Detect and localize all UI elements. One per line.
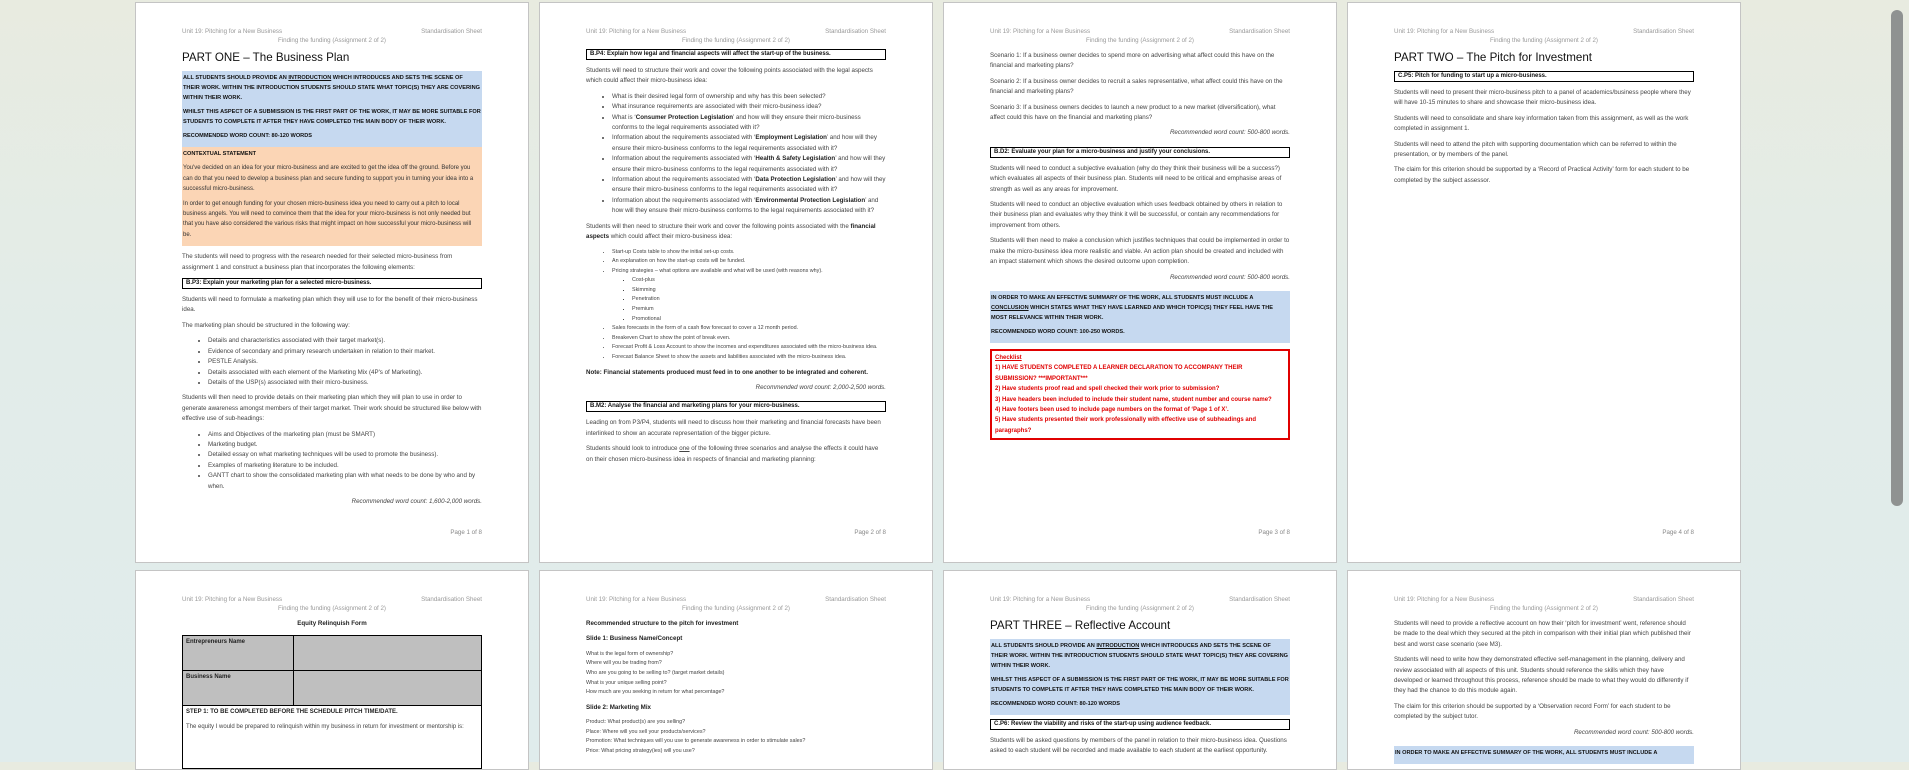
header-unit: Unit 19: Pitching for a New Business: [586, 596, 687, 603]
paragraph: Students will then need to provide details on their marketing plan which they will plan to use in order to generate awareness amongst members of their target market. Their work should be structured like below with effective use of sub-headings:: [182, 394, 482, 423]
document-page-5: [135, 570, 529, 770]
paragraph: The claim for this criterion should be supported by a ‘Record of Practical Activity’ form for each student to be completed by the subject assessor.: [1394, 166, 1690, 184]
entrepreneur-name-label: Entrepreneurs Name: [183, 636, 294, 671]
list-item: • What is ‘Consumer Protection Legislation’ and how will they ensure their micro-business conforms to the legal requirements associated with it?: [612, 113, 886, 134]
page-header: [586, 28, 886, 36]
scenario: Scenario 2: If a business owner decides to recruit a sales representative, what affect could this have on the financial and marketing plans?: [990, 77, 1283, 96]
document-page-2: [539, 2, 933, 563]
word-count: Recommended word count: 500-800 words.: [1169, 129, 1290, 137]
header-subtitle: Finding the funding (Assignment 2 of 2): [277, 37, 386, 44]
paragraph: The marketing plan should be structured in the following way:: [182, 321, 350, 329]
step-1-cell[interactable]: [183, 706, 482, 769]
page-header: [990, 596, 1290, 604]
paragraph: Students will need to write how they demonstrated effective self-management in the planning, delivery and review associated with all aspects of this unit. Students should reference the skills which they have developed or learned throughout this process, reference should be made to what they would do differently if they had the chance to do this module again.: [1394, 656, 1689, 695]
slide-1-questions: [586, 650, 886, 698]
header-unit: Unit 19: Pitching for a New Business: [182, 596, 283, 603]
paragraph: Students will need to formulate a marketing plan which they will use to for the benefit of their micro-business idea.: [182, 296, 478, 314]
list-item: • What is their desired legal form of ownership and why has this been selected?: [612, 92, 886, 102]
question: What is the legal form of ownership?: [586, 650, 674, 657]
page-title: PART THREE – Reflective Account: [990, 619, 1171, 632]
intro-word-count: RECOMMENDED WORD COUNT: 80-120 WORDS: [991, 701, 1120, 707]
intro-text: ALL STUDENTS SHOULD PROVIDE AN: [183, 75, 289, 81]
list-item: • Start-up Costs table to show the initial set-up costs.: [612, 248, 886, 258]
header-sheet: Standardisation Sheet: [825, 28, 886, 35]
paragraph: Students will need to attend the pitch with supporting documentation which can be referred to within the presentation, or by members of the panel.: [1394, 140, 1677, 159]
header-sheet: Standardisation Sheet: [1633, 596, 1694, 603]
page-header: [586, 596, 886, 604]
paragraph: Students will need to present their micro-business pitch to a panel of academics/business people where they will have 10-15 minutes to share and showcase their micro-business idea.: [1394, 89, 1691, 107]
document-page-6: [539, 570, 933, 770]
word-count: Recommended word count: 500-800 words.: [1573, 728, 1694, 736]
slide-heading: Slide 1: Business Name/Concept: [586, 635, 683, 643]
header-sheet: Standardisation Sheet: [1229, 596, 1290, 603]
pricing-strategies-list: [612, 276, 886, 324]
paragraph: Students will need to structure their work and cover the following points associated with the legal aspects which could affect their micro-business idea:: [586, 67, 873, 85]
list-item: • Marketing budget.: [208, 440, 482, 450]
vertical-scrollbar-thumb[interactable]: [1891, 10, 1903, 506]
checklist-item: 4) Have footers been used to include page numbers on the format of ‘Page 1 of X’.: [995, 406, 1229, 413]
page-header: [1394, 596, 1694, 604]
document-page-4: [1347, 2, 1741, 563]
header-unit: Unit 19: Pitching for a New Business: [990, 596, 1091, 603]
scenario: Scenario 3: If a business owners decides to launch a new product to a new market (diversification), what affect could this have on the financial and marketing plans?: [990, 103, 1276, 122]
header-subtitle: Finding the funding (Assignment 2 of 2): [1085, 37, 1194, 44]
list-item: • Pricing strategies – what options are available and what will be used (with reasons why). ▪ Cost-plus ▪ Skimming ▪ Penetration ▪ Premium ▪ Promotional: [612, 267, 886, 325]
context-paragraph: In order to get enough funding for your chosen micro-business idea you need to carry out a pitch to local business angels. You will need to convince them that the idea for your micro-business is not only needed but that you have also considered the various risks that might impact on how successful your micro-business will be.: [183, 200, 472, 238]
paragraph: Leading on from P3/P4, students will need to discuss how their marketing and financial forecasts have been interlinked to show an accurate representation of the bigger picture.: [586, 419, 881, 437]
paragraph: The students will need to progress with the research needed for their selected micro-business from assignment 1 and construct a business plan that incorporates the following elements:: [182, 253, 453, 271]
note: Note: Financial statements produced must feed in to one another to be integrated and coherent.: [586, 368, 868, 376]
introduction-box: [182, 71, 482, 147]
header-sheet: Standardisation Sheet: [1633, 28, 1694, 35]
header-subtitle: Finding the funding (Assignment 2 of 2): [681, 605, 790, 612]
header-sheet: Standardisation Sheet: [1229, 28, 1290, 35]
header-subtitle: Finding the funding (Assignment 2 of 2): [1489, 37, 1598, 44]
list-item: • Forecast Balance Sheet to show the assets and liabilities associated with the micro-business idea.: [612, 353, 886, 363]
intro-word-count: RECOMMENDED WORD COUNT: 80-120 WORDS: [183, 133, 312, 139]
page-number: Page 2 of 8: [854, 529, 886, 536]
checklist-item: 1) HAVE STUDENTS COMPLETED A LEARNER DECLARATION TO ACCOMPANY THEIR SUBMISSION? ***IMPORTANT***: [995, 365, 1243, 382]
list-item: • Examples of marketing literature to be included.: [208, 461, 482, 471]
list-item: • An explanation on how the start-up costs will be funded.: [612, 257, 886, 267]
conclusion-box: IN ORDER TO MAKE AN EFFECTIVE SUMMARY OF THE WORK, ALL STUDENTS MUST INCLUDE A: [1394, 746, 1694, 764]
legal-aspects-list: [586, 92, 886, 217]
list-item: ▪ Cost-plus: [632, 276, 886, 286]
entrepreneur-name-field[interactable]: [293, 636, 481, 671]
document-page-8: [1347, 570, 1741, 770]
list-item: ▪ Premium: [632, 305, 886, 315]
page-number: Page 4 of 8: [1662, 529, 1694, 536]
list-item: • PESTLE Analysis.: [208, 357, 482, 367]
paragraph: Students will then need to structure their work and cover the following points associated with the financial aspects which could affect their micro-business idea:: [586, 222, 876, 241]
contextual-statement-box: [182, 147, 482, 246]
checklist-item: 3) Have headers been included to include their student name, student number and course name?: [995, 396, 1272, 403]
page-number: Page 1 of 8: [450, 529, 482, 536]
word-count: Recommended word count: 2,000-2,500 words.: [755, 384, 886, 392]
list-item: • Details and characteristics associated with their target market(s).: [208, 336, 482, 346]
equity-relinquish-table: [182, 635, 482, 769]
paragraph: Students will need to conduct a subjective evaluation (why do they think their business will be a success?) which evaluates all aspects of their business plan. Students will need to be critical and emphasise areas of strength as well as any areas for improvement.: [990, 164, 1282, 193]
financial-aspects-list: [586, 248, 886, 363]
introduction-box: ALL STUDENTS SHOULD PROVIDE AN INTRODUCTION WHICH INTRODUCES AND SETS THE SCENE OF THEIR WORK. WITHIN THE INTRODUCTION STUDENTS SHOULD STATE WHAT TOPIC(S) THEY ARE COVERING WITHIN THEIR WORK. WHILST THIS ASPECT OF A SUBMISSION IS THE FIRST PART OF THE WORK, IT MAY BE MORE SUITABLE FOR STUDENTS TO COMPLETE IT AFTER THEY HAVE COMPLETED THE MAIN BODY OF THEIR WORK. RECOMMENDED WORD COUNT: 80-120 WORDS: [990, 639, 1290, 715]
page-number: Page 3 of 8: [1258, 529, 1290, 536]
list-item: • Details associated with each element of the Marketing Mix (4P's of Marketing).: [208, 368, 482, 378]
paragraph: Students will need to conduct an objective evaluation which uses feedback obtained by others in relation to their business plan and evaluates why they think it will be successful, or contain any recommendations for improvement from others.: [990, 201, 1283, 229]
list-item: • Information about the requirements associated with ‘Environmental Protection Legislation’ and how will they ensure their micro-business conforms to the legal requirements associated with it?: [612, 196, 886, 217]
list-item: • Sales forecasts in the form of a cash flow forecast to cover a 12 month period.: [612, 324, 886, 334]
header-unit: Unit 19: Pitching for a New Business: [1394, 28, 1495, 35]
header-subtitle: Finding the funding (Assignment 2 of 2): [681, 37, 790, 44]
header-unit: Unit 19: Pitching for a New Business: [1394, 596, 1495, 603]
checklist-item: 5) Have students presented their work professionally with effective use of subheadings and paragraphs?: [995, 417, 1257, 434]
list-item: • Details of the USP(s) associated with their micro-business.: [208, 378, 482, 388]
intro-note: WHILST THIS ASPECT OF A SUBMISSION IS THE FIRST PART OF THE WORK, IT MAY BE MORE SUITABLE FOR STUDENTS TO COMPLETE IT AFTER THEY HAVE COMPLETED THE MAIN BODY OF THEIR WORK.: [183, 109, 481, 125]
page-header: [182, 28, 482, 36]
word-count: Recommended word count: 500-800 words.: [1169, 273, 1290, 281]
question: How much are you seeking in return for what percentage?: [586, 689, 725, 696]
document-page-7: [943, 570, 1337, 770]
paragraph: Students will need to provide a reflective account on how their ‘pitch for investment’ went, reference should be made to the deal which they secured at the pitch in comparison with their initial plan which published their best and worst case scenario (see M3).: [1394, 620, 1691, 648]
list-item: • GANTT chart to show the consolidated marketing plan with what needs to be done by who and by when.: [208, 471, 482, 492]
conclusion-box: IN ORDER TO MAKE AN EFFECTIVE SUMMARY OF THE WORK, ALL STUDENTS MUST INCLUDE A CONCLUSION WHICH STATES WHAT THEY HAVE LEARNED AND WHICH TOPIC(S) THEY FEEL HAVE THE MOST RELEVANCE WITHIN THEIR WORK. RECOMMENDED WORD COUNT: 100-250 WORDS.: [990, 291, 1290, 343]
header-sheet: Standardisation Sheet: [421, 596, 482, 603]
slide-heading: Slide 2: Marketing Mix: [586, 703, 651, 711]
checklist-box: [990, 349, 1290, 440]
list-item: • Detailed essay on what marketing techniques will be used to promote the business).: [208, 450, 482, 460]
question: Place: Where will you sell your products/services?: [586, 728, 706, 735]
list-item: • Information about the requirements associated with ‘Employment Legislation’ and how will they ensure their micro-business conforms to the legal requirements associated with it?: [612, 133, 886, 154]
list-item: • Forecast Profit & Loss Account to show the incomes and expenditures associated with the micro-business idea.: [612, 343, 886, 353]
intro-note: WHILST THIS ASPECT OF A SUBMISSION IS THE FIRST PART OF THE WORK, IT MAY BE MORE SUITABLE FOR STUDENTS TO COMPLETE IT AFTER THEY HAVE COMPLETED THE MAIN BODY OF THEIR WORK.: [991, 677, 1289, 693]
context-heading: CONTEXTUAL STATEMENT: [183, 151, 257, 157]
list-item: • Breakeven Chart to show the point of break even.: [612, 334, 886, 344]
list-item: ▪ Promotional: [632, 315, 886, 325]
criterion-box: B.P4: Explain how legal and financial aspects will affect the start-up of the business.: [586, 49, 886, 60]
page-title: PART ONE – The Business Plan: [182, 51, 350, 64]
form-title: Equity Relinquish Form: [297, 620, 367, 627]
question: Product: What product(s) are you selling?: [586, 719, 686, 726]
header-sheet: Standardisation Sheet: [421, 28, 482, 35]
document-page-3: [943, 2, 1337, 563]
paragraph: Students will be asked questions by members of the panel in relation to their micro-business idea. Questions asked to each student will be recorded and made available to each student at the earliest opportunity.: [990, 737, 1287, 755]
question: Where will you be trading from?: [586, 660, 662, 667]
list-item: • Aims and Objectives of the marketing plan (must be SMART): [208, 430, 482, 440]
business-name-label: Business Name: [183, 671, 294, 706]
list-item: ▪ Penetration: [632, 295, 886, 305]
list-item: • Information about the requirements associated with ‘Health & Safety Legislation’ and how will they ensure their micro-business conforms to the legal requirements associated with it?: [612, 154, 886, 175]
criterion-box: B.P3: Explain your marketing plan for a selected micro-business.: [182, 278, 482, 289]
scenario: Scenario 1: If a business owner decides to spend more on advertising what affect could this have on the financial and marketing plans?: [990, 52, 1275, 70]
checklist-item: 2) Have students proof read and spell checked their work prior to submission?: [995, 386, 1220, 393]
context-paragraph: You've decided on an idea for your micro-business and are excited to get the idea off the ground. Before you can do that you need to develop a business plan and secure funding to support you in turning your idea into a successful micro-business.: [183, 165, 474, 193]
question: Promotion: What techniques will you use to generate awareness in order to stimulate sales?: [586, 738, 806, 745]
subheadings-list: [182, 430, 482, 492]
header-unit: Unit 19: Pitching for a New Business: [182, 28, 283, 35]
marketing-plan-list: [182, 336, 482, 388]
header-subtitle: Finding the funding (Assignment 2 of 2): [1489, 605, 1598, 612]
header-subtitle: Finding the funding (Assignment 2 of 2): [277, 605, 386, 612]
header-subtitle: Finding the funding (Assignment 2 of 2): [1085, 605, 1194, 612]
intro-text-2: WHICH INTRODUCES AND SETS THE SCENE OF THEIR WORK. WITHIN THE INTRODUCTION STUDENTS SHOULD STATE WHAT TOPIC(S) THEY ARE COVERING WITHIN THEIR WORK.: [183, 75, 480, 101]
paragraph: Students should look to introduce one of the following three scenarios and analyse the effects it could have on their chosen micro-business idea in respects of financial and marketing planning:: [586, 445, 879, 463]
page-header: [1394, 28, 1694, 36]
word-count: Recommended word count: 1,600-2,000 words.: [351, 497, 482, 505]
criterion-box: B.M2: Analyse the financial and marketing plans for your micro-business.: [586, 401, 886, 412]
header-unit: Unit 19: Pitching for a New Business: [586, 28, 687, 35]
header-unit: Unit 19: Pitching for a New Business: [990, 28, 1091, 35]
paragraph: Students will need to consolidate and share key information taken from this assignment, as well as the work completed in assignment 1.: [1394, 114, 1689, 133]
list-item: • What insurance requirements are associated with their micro-business idea?: [612, 102, 886, 112]
list-item: • Information about the requirements associated with ‘Data Protection Legislation’ and how will they ensure their micro-business conforms to the legal requirements associated with it?: [612, 175, 886, 196]
page-title: PART TWO – The Pitch for Investment: [1394, 51, 1593, 64]
section-heading: Recommended structure to the pitch for investment: [586, 620, 739, 627]
paragraph: The claim for this criterion should be supported by a ‘Observation record Form’ for each student to be completed by the subject tutor.: [1394, 702, 1671, 721]
business-name-field[interactable]: [293, 671, 481, 706]
header-sheet: Standardisation Sheet: [825, 596, 886, 603]
page-header: [182, 596, 482, 604]
paragraph: Students will then need to make a conclusion which justifies techniques that could be implemented in order to make the micro-business idea more realistic and viable. An action plan should be created and included with an impact statement which shows the desired outcome upon completion.: [990, 237, 1290, 266]
question: Price: What pricing strategy(ies) will you use?: [586, 747, 695, 754]
intro-keyword: INTRODUCTION: [288, 75, 332, 81]
criterion-box: C.P5: Pitch for funding to start up a micro-business.: [1394, 71, 1694, 82]
question: What is your unique selling point?: [586, 679, 667, 686]
question: Who are you going to be selling to? (target market details): [586, 670, 725, 676]
list-item: ▪ Skimming: [632, 286, 886, 296]
page-header: [990, 28, 1290, 36]
checklist-title: Checklist: [995, 354, 1022, 361]
criterion-box: B.D2: Evaluate your plan for a micro-business and justify your conclusions.: [990, 147, 1290, 158]
conclusion-word-count: RECOMMENDED WORD COUNT: 100-250 WORDS.: [991, 328, 1125, 335]
slide-2-questions: [586, 718, 886, 756]
document-page-1: [135, 2, 529, 563]
step-1-heading: STEP 1: TO BE COMPLETED BEFORE THE SCHEDULE PITCH TIME/DATE.: [186, 709, 398, 716]
criterion-box: C.P6: Review the viability and risks of the start-up using audience feedback.: [990, 719, 1290, 730]
list-item: • Evidence of secondary and primary research undertaken in relation to their market.: [208, 347, 482, 357]
step-1-text: The equity I would be prepared to relinquish within my business in return for investment or mentorship is:: [186, 723, 464, 730]
